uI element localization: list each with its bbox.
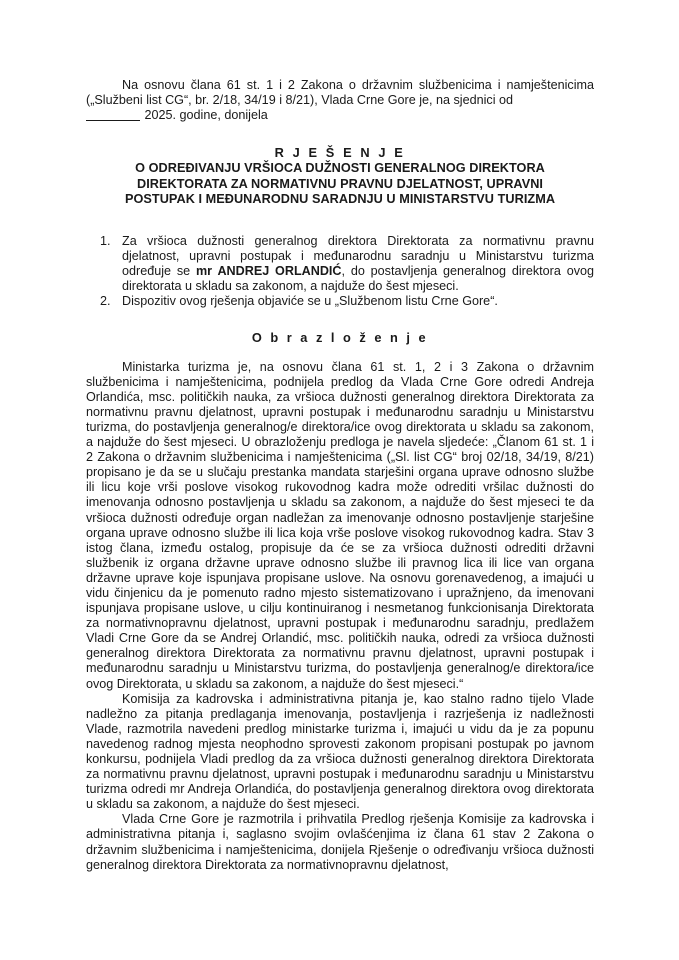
explanation-heading: O b r a z l o ž e n j e <box>251 330 429 346</box>
document-title-block <box>86 145 594 207</box>
appointee-name: mr ANDREJ ORLANDIĆ <box>195 263 342 278</box>
document-title-sub-line-3: POSTUPAK I MEĐUNARODNU SARADNJU U MINISTARSTVU TURIZMA <box>124 192 556 207</box>
date-blank-fill-in[interactable] <box>86 120 140 121</box>
explanation-paragraph-2: Komisija za kadrovska i administrativna pitanja je, kao stalno radno tijelo Vlade nadležno za pitanja predlaganja imenovanja, postavljenja i razrješenja iz nadležnosti Vlade, razmotrila navedeni predlog ministarke turizma i, imajući u vidu da je za popunu navedenog radnog mjesta neophodno sprovesti zakonom propisani postupak po javnom konkursu, podnijela Vladi predlog da za vršioca dužnosti generalnog direktora Direktorata za normativnu pravnu djelatnost, upravni postupak i međunarodnu saradnju u Ministarstvu turizma odredi mr Andreja Orlandića, do postavljenja generalnog direktora ovog direktorata u skladu sa zakonom, a najduže do šest mjeseci. <box>86 691 594 812</box>
document-title-sub-line-1: O ODREĐIVANJU VRŠIOCA DUŽNOSTI GENERALNOG DIREKTORA <box>135 161 545 176</box>
document-title-sub-line-2: DIREKTORATA ZA NORMATIVNU PRAVNU DJELATNOST, UPRAVNI <box>136 176 543 191</box>
intro-paragraph-continuation <box>86 108 594 123</box>
explanation-paragraph-1: Ministarka turizma je, na osnovu člana 61 st. 1, 2 i 3 Zakona o državnim službenicima i namještenicima, podnijela predlog da Vlada Crne Gore odredi Andreja Orlandića, msc. političkih nauka, za vršioca dužnosti generalnog direktora Direktorata za normativnu pravnu djelatnost, upravni postupak i međunarodnu saradnju u Ministarstvu turizma, do postavljenja generalnog/e direktora/ice ovog direktorata u skladu sa zakonom, a najduže do šest mjeseci. U obrazloženju predloga je navela sljedeće: „Članom 61 st. 1 i 2 Zakona o državnim službenicima i namještenicima („Sl. list CG“ broj 02/18, 34/19, 8/21) propisano je da se u slučaju prestanka mandata starješini organa uprave odnosno službe ili licu koje vrši poslove visokog rukovodnog kadra može odrediti vršilac dužnosti do imenovanja odnosno postavljenja u skladu sa zakonom, a najduže do šest mjeseci te da vršioca dužnosti određuje organ nadležan za imenovanje odnosno postavljenje starješine organa uprave odnosno službe ili lica koja vrše poslove visokog rukovodnog kadra. Stav 3 istog člana, između ostalog, propisuje da će se za vršioca dužnosti odrediti državni službenik iz organa državne uprave odnosno službe ili pravnog lica ili lice van organa državne uprave koje ispunjava propisane uslove. Na osnovu gorenavedenog, a imajući u vidu činjenicu da je pomenuto radno mjesto sistematizovano i upražnjeno, da imenovani ispunjava propisane uslove, u cilju kontinuiranog i nesmetanog funkcionisanja Direktorata za normativnopravnu djelatnost, upravni postupak i međunarodnu saradnju, predlažem Vladi Crne Gore da se Andrej Orlandić, msc. političkih nauka, odredi za vršioca dužnosti generalnog direktora Direktorata za normativnu pravnu djelatnost, upravni postupak i međunarodnu saradnju u Ministarstvu turizma, do postavljenja generalnog/e direktora/ice ovog Direktorata, u skladu sa zakonom, a najduže do šest mjeseci.“ <box>86 359 594 691</box>
decision-item-1 <box>114 234 594 294</box>
decision-list <box>86 234 594 310</box>
decision-item-1-text-after: , do postavljenja generalnog direktora ovog direktorata u skladu sa zakonom, a najduže do šest mjeseci. <box>122 263 594 293</box>
explanation-paragraph-3: Vlada Crne Gore je razmotrila i prihvatila Predlog rješenja Komisije za kadrovska i administrativna pitanja i, saglasno svojim ovlašćenjima iz člana 61 stav 2 Zakona o državnim službenicima i namještenicima, donijela Rješenje o određivanju vršioca dužnosti generalnog direktora Direktorata za normativnopravnu djelatnost, <box>86 812 594 872</box>
decision-item-2 <box>114 294 594 309</box>
intro-paragraph <box>86 78 594 108</box>
intro-text-line2: 2025. godine, donijela <box>144 108 268 123</box>
intro-text-line1: Na osnovu člana 61 st. 1 i 2 Zakona o državnim službenicima i namještenicima („Službeni list CG“, br. 2/18, 34/19 i 8/21), Vlada Crne Gore je, na sjednici od <box>86 78 594 108</box>
decision-item-1-text-before: Za vršioca dužnosti generalnog direktora Direktorata za normativnu pravnu djelatnost, upravni postupak i međunarodnu saradnju u Ministarstvu turizma određuje se <box>122 233 594 278</box>
document-body <box>86 78 594 873</box>
decision-item-2-text: Dispozitiv ovog rješenja objaviće se u „Službenom listu Crne Gore“. <box>122 294 498 309</box>
document-title-main: R J E Š E N J E <box>274 145 406 161</box>
